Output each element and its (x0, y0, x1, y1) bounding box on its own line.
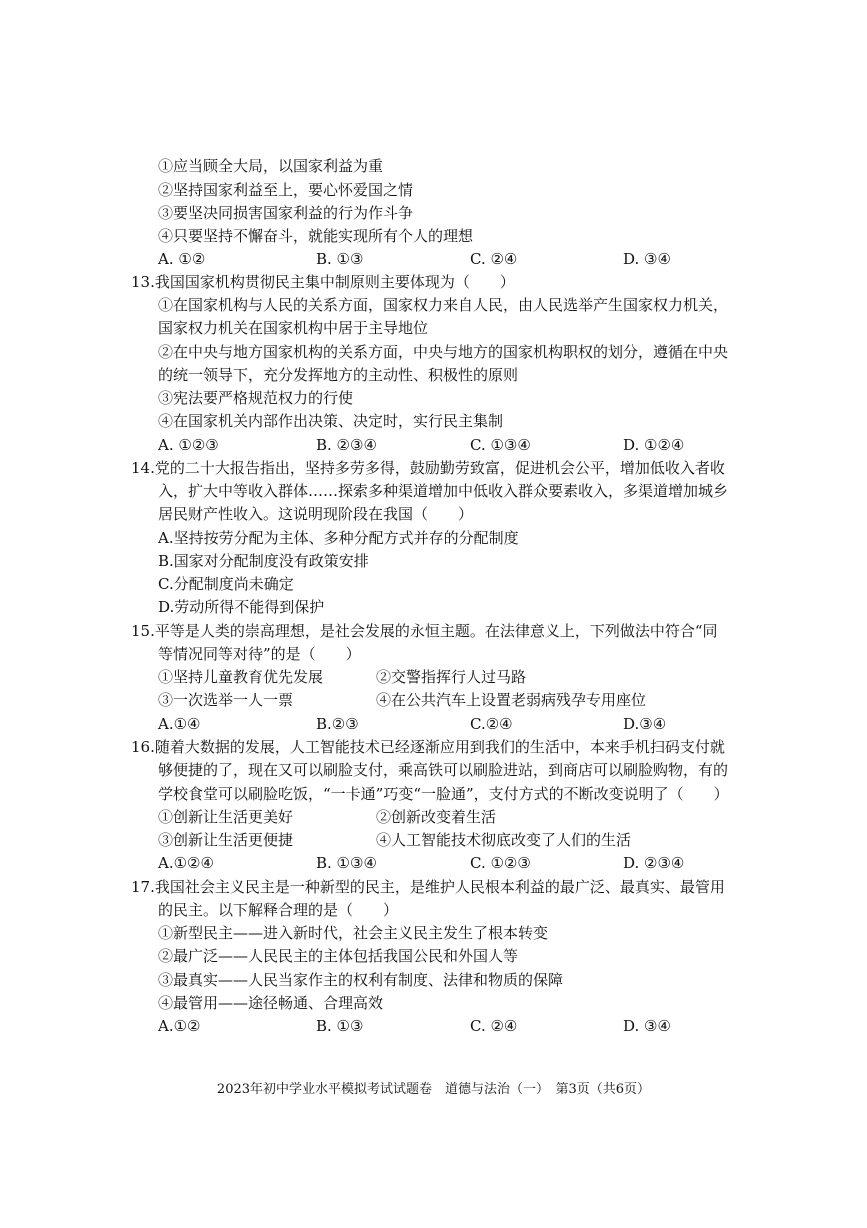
statements-row (158, 689, 718, 711)
question-stem: 15.平等是人类的崇高理想，是社会发展的永恒主题。在法律意义上，下列做法中符合“同 (131, 622, 718, 640)
statement-4: ④人工智能技术彻底改变了人们的生活 (376, 831, 632, 849)
statement-1: ①在国家机构与人民的关系方面，国家权力来自人民，由人民选举产生国家权力机关， (158, 296, 729, 314)
options-row (158, 248, 718, 270)
statement-3: ③一次选举一人一票 (158, 691, 294, 709)
question-stem: 17.我国社会主义民主是一种新型的民主，是维护人民根本利益的最广泛、最真实、最管用 (131, 878, 725, 896)
question-stem-cont: 居民财产性收入。这说明现阶段在我国（ ） (158, 505, 474, 523)
options-row (158, 713, 718, 735)
question-stem-cont: 入，扩大中等收入群体……探索多种渠道增加中低收入群众要素收入，多渠道增加城乡 (158, 482, 729, 500)
question-stem-cont: 的民主。以下解释合理的是（ ） (158, 901, 399, 919)
statement-4: ④只要坚持不懈奋斗，就能实现所有个人的理想 (158, 227, 474, 245)
statement-2: ②坚持国家利益至上，要心怀爱国之情 (158, 181, 414, 199)
statement-2: ②交警指挥行人过马路 (376, 668, 527, 686)
question-stem: 16.随着大数据的发展，人工智能技术已经逐渐应用到我们的生活中，本来手机扫码支付就 (131, 738, 725, 756)
option-b: B. ①③ (316, 250, 364, 268)
option-b: B.②③ (316, 715, 359, 733)
statements-row (158, 829, 718, 851)
option-b: B. ①③ (316, 1017, 364, 1035)
statement-3: ③宪法要严格规范权力的行使 (158, 389, 354, 407)
statement-1: ①创新让生活更美好 (158, 808, 294, 826)
option-a: A.①④ (158, 715, 201, 733)
statement-1: ①应当顾全大局，以国家利益为重 (158, 157, 384, 175)
statement-2: ②创新改变着生活 (376, 808, 497, 826)
options-row (158, 434, 718, 456)
statement-2: ②最广泛——人民民主的主体包括我国公民和外国人等 (158, 947, 519, 965)
question-stem: 14.党的二十大报告指出，坚持多劳多得，鼓励勤劳致富，促进机会公平，增加低收入者收 (131, 459, 725, 477)
option-d: D. ③④ (623, 250, 671, 268)
statement-1: ①新型民主——进入新时代，社会主义民主发生了根本转变 (158, 924, 549, 942)
option-a: A. ①②③ (158, 436, 219, 454)
statement-4: ④在国家机关内部作出决策、决定时，实行民主集制 (158, 412, 504, 430)
option-d: D. ②③④ (623, 854, 685, 872)
statement-3: ③要坚决同损害国家利益的行为作斗争 (158, 204, 414, 222)
option-b: B. ①③④ (316, 854, 377, 872)
option-a: A.①②④ (158, 854, 214, 872)
option-d: D.③④ (623, 715, 667, 733)
option-b: B.国家对分配制度没有政策安排 (158, 552, 369, 570)
statements-row (158, 806, 718, 828)
option-d: D. ①②④ (623, 436, 685, 454)
option-a: A.①② (158, 1017, 201, 1035)
option-d: D. ③④ (623, 1017, 671, 1035)
option-d: D.劳动所得不能得到保护 (158, 598, 325, 616)
options-row (158, 1015, 718, 1037)
statement-4: ④最管用——途径畅通、合理高效 (158, 994, 384, 1012)
option-b: B. ②③④ (316, 436, 377, 454)
statement-4: ④在公共汽车上设置老弱病残孕专用座位 (376, 691, 647, 709)
question-stem-cont: 等情况同等对待”的是（ ） (158, 645, 361, 663)
option-c: C.②④ (470, 715, 513, 733)
question-stem-cont: 学校食堂可以刷脸吃饭，“一卡通”巧变“一脸通”，支付方式的不断改变说明了（ ） (158, 785, 729, 803)
option-c: C.分配制度尚未确定 (158, 575, 294, 593)
statement-1: ①坚持儿童教育优先发展 (158, 668, 324, 686)
option-c: C. ①③④ (470, 436, 531, 454)
statement-2: ②在中央与地方国家机构的关系方面，中央与地方的国家机构职权的划分，遵循在中央 (158, 343, 729, 361)
statement-1-cont: 国家权力机关在国家机构中居于主导地位 (158, 319, 429, 337)
option-c: C. ②④ (470, 250, 518, 268)
options-row (158, 852, 718, 874)
statement-3: ③最真实——人民当家作主的权利有制度、法律和物质的保障 (158, 971, 564, 989)
question-stem-cont: 够便捷的了，现在又可以刷脸支付，乘高铁可以刷脸进站，到商店可以刷脸购物，有的 (158, 761, 729, 779)
option-a: A.坚持按劳分配为主体、多种分配方式并存的分配制度 (158, 529, 519, 547)
option-a: A. ①② (158, 250, 206, 268)
statements-row (158, 666, 718, 688)
option-c: C. ②④ (470, 1017, 518, 1035)
statement-2-cont: 的统一领导下，充分发挥地方的主动性、积极性的原则 (158, 366, 519, 384)
statement-3: ③创新让生活更便捷 (158, 831, 294, 849)
question-stem: 13.我国国家机构贯彻民主集中制原则主要体现为（ ） (131, 273, 515, 291)
option-c: C. ①②③ (470, 854, 531, 872)
page-footer: 2023年初中学业水平模拟考试试题卷 道德与法治（一） 第3页（共6页） (216, 1082, 651, 1097)
